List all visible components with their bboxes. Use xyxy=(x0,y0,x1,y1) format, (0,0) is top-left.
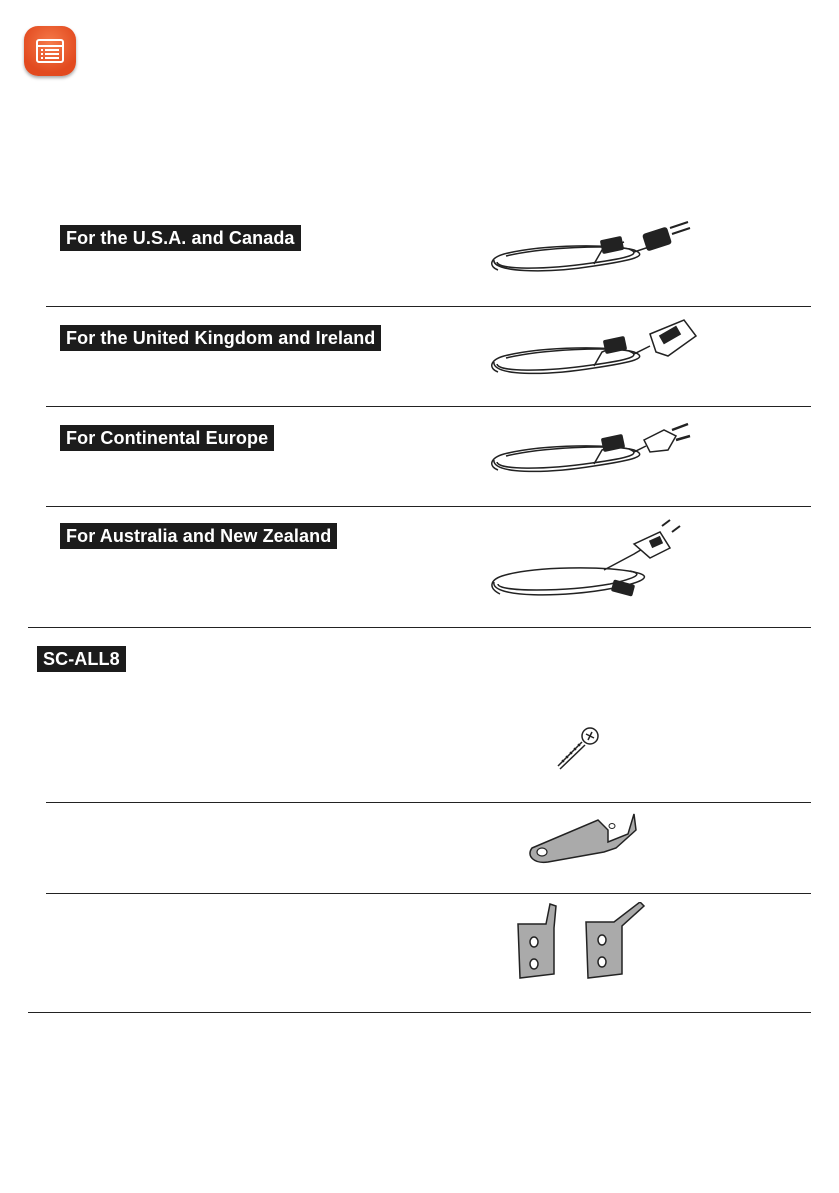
section-divider xyxy=(28,627,811,628)
menu-button[interactable] xyxy=(24,26,76,76)
ac-mains-lead-us-image xyxy=(484,216,694,278)
region-label-uk-ireland: For the United Kingdom and Ireland xyxy=(60,325,381,351)
row-divider xyxy=(46,893,811,894)
row-divider xyxy=(46,506,811,507)
row-divider xyxy=(46,802,811,803)
bracket-image xyxy=(524,812,640,866)
section-divider xyxy=(28,1012,811,1013)
ac-mains-lead-uk-image xyxy=(484,316,699,380)
list-icon xyxy=(36,39,64,63)
row-divider xyxy=(46,406,811,407)
bracket-pair-image xyxy=(512,902,648,982)
region-label-australia-nz: For Australia and New Zealand xyxy=(60,523,337,549)
region-label-continental-europe: For Continental Europe xyxy=(60,425,274,451)
ac-mains-lead-au-image xyxy=(484,518,694,602)
region-label-usa-canada: For the U.S.A. and Canada xyxy=(60,225,301,251)
screw-image xyxy=(548,724,600,770)
row-divider xyxy=(46,306,811,307)
ac-mains-lead-eu-image xyxy=(484,414,694,478)
model-label: SC-ALL8 xyxy=(37,646,126,672)
